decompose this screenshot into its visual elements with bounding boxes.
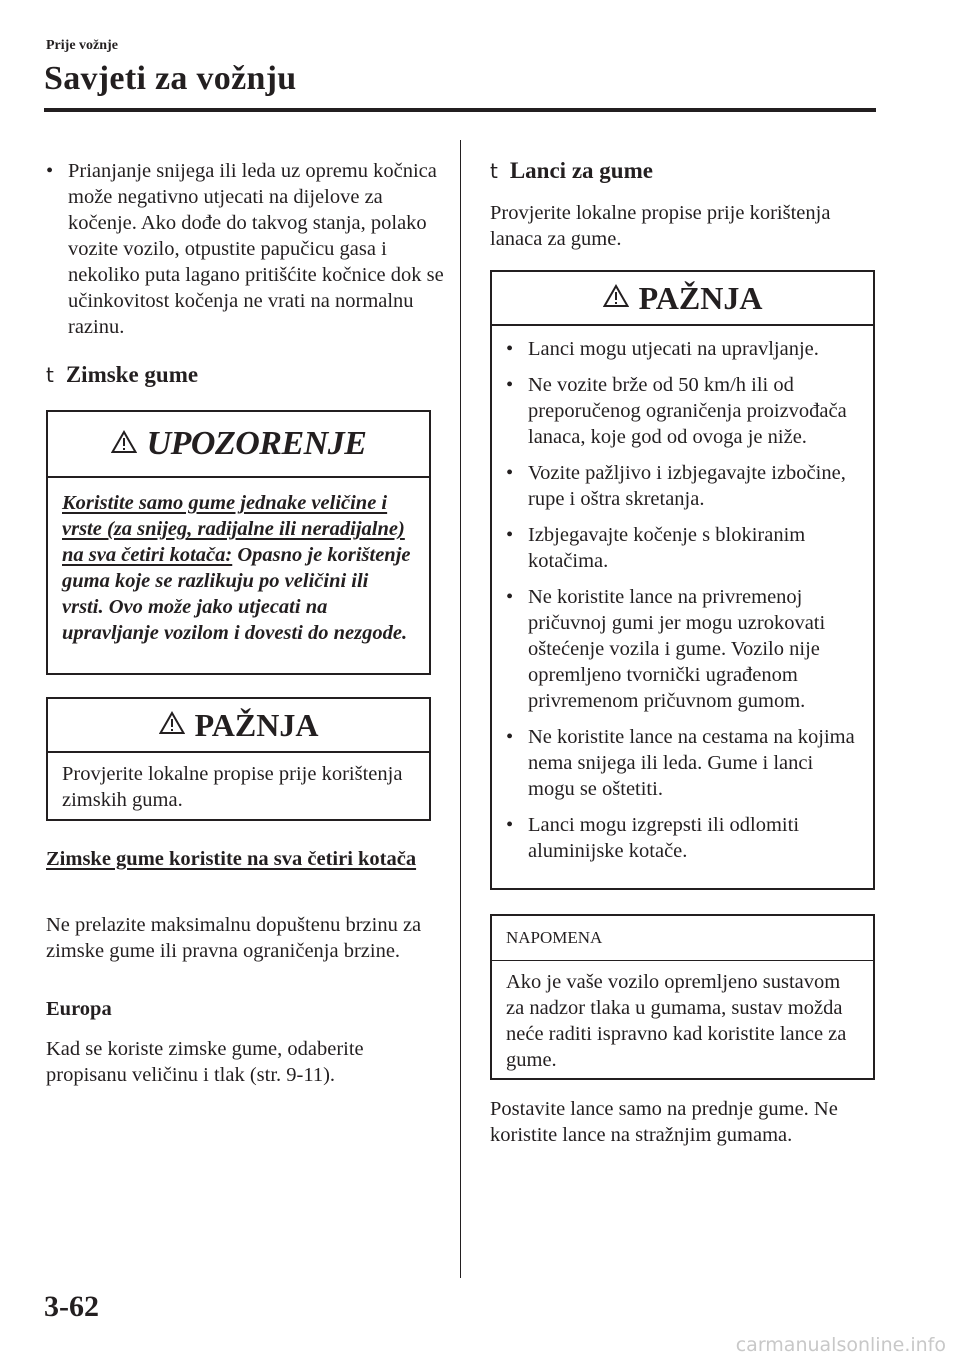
region-label: Europa	[46, 998, 112, 1020]
bullet-icon: •	[506, 462, 514, 484]
list-item-text: Vozite pažljivo i izbjegavajte izbočine, rupe i oštra skretanja.	[528, 462, 846, 510]
chains-outro: Postavite lance samo na prednje gume. Ne koristite lance na stražnjim gumama.	[490, 1098, 838, 1146]
note-header	[492, 916, 873, 961]
caution-body: Provjerite lokalne propise prije korištenja zimskih guma.	[62, 763, 403, 811]
section-label: Prije vožnje	[46, 38, 118, 53]
list-item	[506, 522, 859, 574]
heading-marker: t	[490, 159, 498, 183]
intro-bullet-text: Prianjanje snijega ili leda uz opremu kočnica može negativno utjecati na dijelove za kočenje. Ako dođe do takvog stanja, polako vozite vozilo, otpustite papučicu gasa i nekoliko puta lagano pritišćite kočnice dok se učinkovitost kočenja ne vrati na normalnu razinu.	[68, 160, 444, 338]
warning-header	[48, 412, 429, 478]
bullet-icon: •	[506, 726, 514, 748]
note-title: NAPOMENA	[506, 928, 603, 947]
warning-triangle-icon	[111, 430, 137, 459]
note-box	[490, 914, 875, 1080]
caution-triangle-icon	[159, 711, 185, 740]
caution-list	[492, 326, 873, 864]
warning-text: Opasno je korištenje guma koje se razlikuju po veličini ili vrsti. Ovo može jako utjecati na upravljanje vozilom i dovesti do nezgode.	[62, 544, 411, 644]
bullet-icon: •	[46, 160, 54, 182]
caution-box-chains	[490, 270, 875, 890]
heading-marker: t	[46, 363, 54, 387]
list-item-text: Ne koristite lance na privremenoj pričuvnoj gumi jer mogu uzrokovati oštećenje vozila i gume. Vozilo nije opremljeno tvornički ugrađenom privremenom pričuvnom gumom.	[528, 586, 826, 712]
caution-title: PAŽNJA	[194, 706, 319, 743]
bullet-icon: •	[506, 586, 514, 608]
heading-text: Zimske gume	[65, 362, 199, 387]
section-heading-winter-tyres	[46, 362, 198, 388]
list-item	[506, 460, 859, 512]
warning-underlined-text: Koristite samo gume jednake veličine i vrste (za snijeg, radijalne ili neradijalne) na sva četiri kotača:	[62, 492, 405, 566]
paragraph-europe: Kad se koriste zimske gume, odaberite propisanu veličinu i tlak (str. 9-11).	[46, 1038, 364, 1086]
list-item	[506, 372, 859, 450]
warning-title: UPOZORENJE	[146, 425, 367, 462]
page-number: 3-62	[44, 1290, 99, 1323]
list-item	[506, 724, 859, 802]
list-item	[506, 336, 859, 362]
caution-triangle-icon	[603, 284, 629, 313]
note-body: Ako je vaše vozilo opremljeno sustavom za nadzor tlaka u gumama, sustav možda neće raditi ispravno kad koristite lance za gume.	[506, 971, 847, 1071]
chains-intro: Provjerite lokalne propise prije korištenja lanaca za gume.	[490, 202, 831, 250]
caution-header	[492, 272, 873, 326]
list-item-text: Lanci mogu utjecati na upravljanje.	[528, 338, 819, 360]
title-rule	[44, 108, 876, 112]
column-divider	[460, 140, 461, 1278]
section-heading-tyre-chains	[490, 158, 653, 184]
bullet-icon: •	[506, 524, 514, 546]
list-item	[506, 584, 859, 714]
paragraph-speed: Ne prelazite maksimalnu dopuštenu brzinu za zimske gume ili pravna ograničenja brzine.	[46, 914, 422, 962]
list-item-text: Ne vozite brže od 50 km/h ili od preporučenog ograničenja proizvođača lanaca, koje god od ovoga je niže.	[528, 374, 847, 448]
caution-header	[48, 699, 429, 753]
sub-heading-text: Zimske gume koristite na sva četiri kotača	[46, 848, 417, 870]
sub-heading	[46, 846, 430, 872]
warning-body	[48, 478, 429, 646]
warning-box	[46, 410, 431, 675]
list-item	[506, 812, 859, 864]
bullet-icon: •	[506, 814, 514, 836]
caution-title: PAŽNJA	[638, 279, 763, 316]
list-item-text: Ne koristite lance na cestama na kojima nema snijega ili leda. Gume i lanci mogu se oštetiti.	[528, 726, 855, 800]
intro-bullet	[46, 158, 452, 340]
page-title: Savjeti za vožnju	[44, 60, 297, 97]
caution-box-winter	[46, 697, 431, 821]
bullet-icon: •	[506, 338, 514, 360]
watermark: carmanualsonline.info	[735, 1334, 946, 1356]
list-item-text: Izbjegavajte kočenje s blokiranim kotačima.	[528, 524, 806, 572]
bullet-icon: •	[506, 374, 514, 396]
list-item-text: Lanci mogu izgrepsti ili odlomiti aluminijske kotače.	[528, 814, 800, 862]
heading-text: Lanci za gume	[509, 158, 653, 183]
